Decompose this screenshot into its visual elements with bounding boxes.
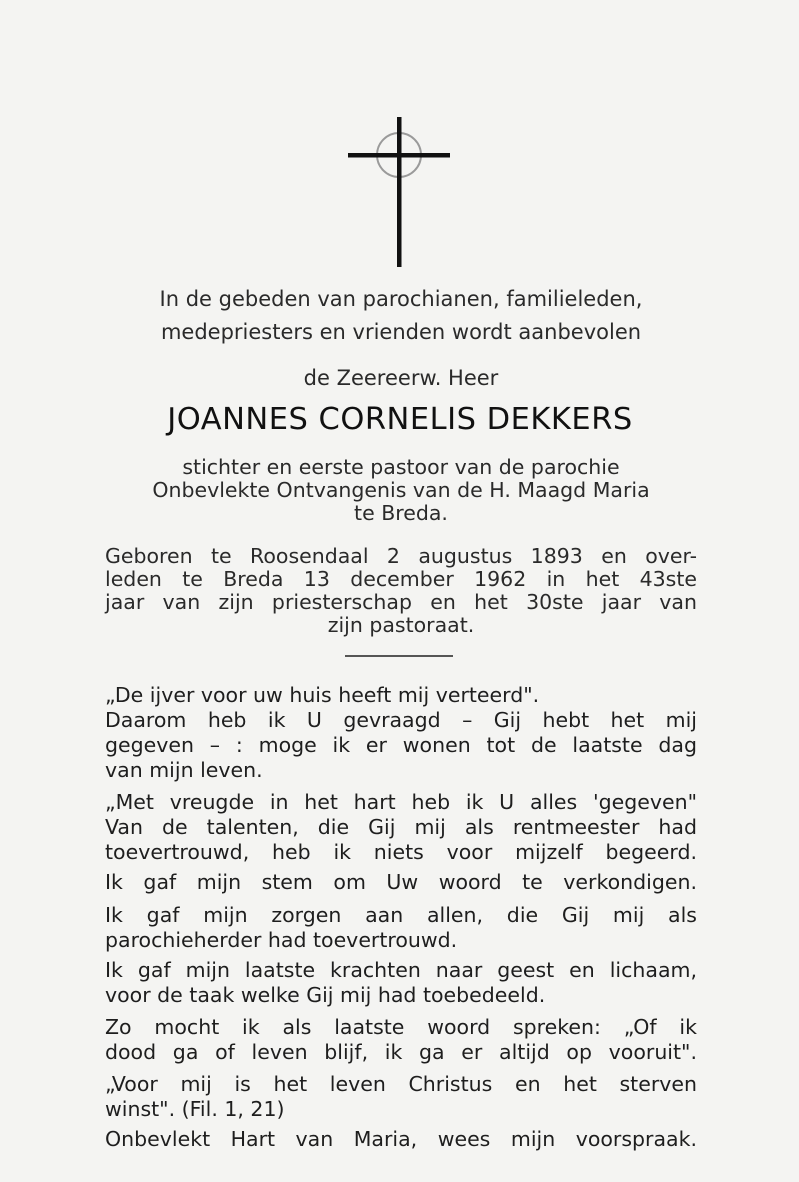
verse xyxy=(105,958,697,1008)
role-line: te Breda. xyxy=(354,501,448,525)
honorific: de Zeereerw. Heer xyxy=(303,366,499,390)
intro-line: In de gebeden van parochianen, familieleden, xyxy=(159,287,643,311)
verse xyxy=(105,1072,697,1122)
verse-line: Daarom heb ik U gevraagd – Gij hebt het mij xyxy=(105,708,697,732)
verse-line: winst". (Fil. 1, 21) xyxy=(105,1097,285,1121)
role-description xyxy=(105,456,697,525)
verse-line: Zo mocht ik als laatste woord spreken: „Of ik xyxy=(105,1015,697,1039)
verse-line: „Met vreugde in het hart heb ik U alles 'gegeven" xyxy=(105,790,697,814)
verse-line: Van de talenten, die Gij mij als rentmeester had xyxy=(105,815,697,839)
verse xyxy=(105,683,697,783)
verse-line: toevertrouwd, heb ik niets voor mijzelf begeerd. xyxy=(105,840,697,864)
verse-line: Ik gaf mijn stem om Uw woord te verkondigen. xyxy=(105,870,697,894)
verse xyxy=(105,1127,697,1152)
life-dates xyxy=(105,545,697,637)
verse-line: gegeven – : moge ik er wonen tot de laatste dag xyxy=(105,733,697,757)
life-line: zijn pastoraat. xyxy=(327,613,475,637)
verse xyxy=(105,870,697,895)
verse xyxy=(105,1015,697,1065)
verse-line: parochieherder had toevertrouwd. xyxy=(105,928,458,952)
role-line: Onbevlekte Ontvangenis van de H. Maagd Maria xyxy=(152,478,650,502)
verse-line: Ik gaf mijn laatste krachten naar geest en lichaam, xyxy=(105,958,697,982)
divider xyxy=(345,655,453,657)
deceased-name: JOANNES CORNELIS DEKKERS xyxy=(167,402,633,437)
role-line: stichter en eerste pastoor van de parochie xyxy=(182,455,620,479)
life-line: leden te Breda 13 december 1962 in het 43ste xyxy=(105,567,697,591)
verse-line: „De ijver voor uw huis heeft mij verteerd". xyxy=(105,683,540,707)
intro-text xyxy=(105,283,697,349)
life-line: Geboren te Roosendaal 2 augustus 1893 en over- xyxy=(105,544,697,568)
verse-line: „Voor mij is het leven Christus en het sterven xyxy=(105,1072,697,1096)
verse xyxy=(105,903,697,953)
verse-line: van mijn leven. xyxy=(105,758,263,782)
life-line: jaar van zijn priesterschap en het 30ste jaar van xyxy=(105,590,697,614)
intro-line: medepriesters en vrienden wordt aanbevolen xyxy=(160,320,642,344)
verse-line: dood ga of leven blijf, ik ga er altijd op vooruit". xyxy=(105,1040,697,1064)
verse-line: Ik gaf mijn zorgen aan allen, die Gij mij als xyxy=(105,903,697,927)
verse-line: Onbevlekt Hart van Maria, wees mijn voorspraak. xyxy=(105,1127,697,1151)
verse xyxy=(105,790,697,865)
verse-line: voor de taak welke Gij mij had toebedeeld. xyxy=(105,983,546,1007)
cross-icon xyxy=(346,117,452,267)
